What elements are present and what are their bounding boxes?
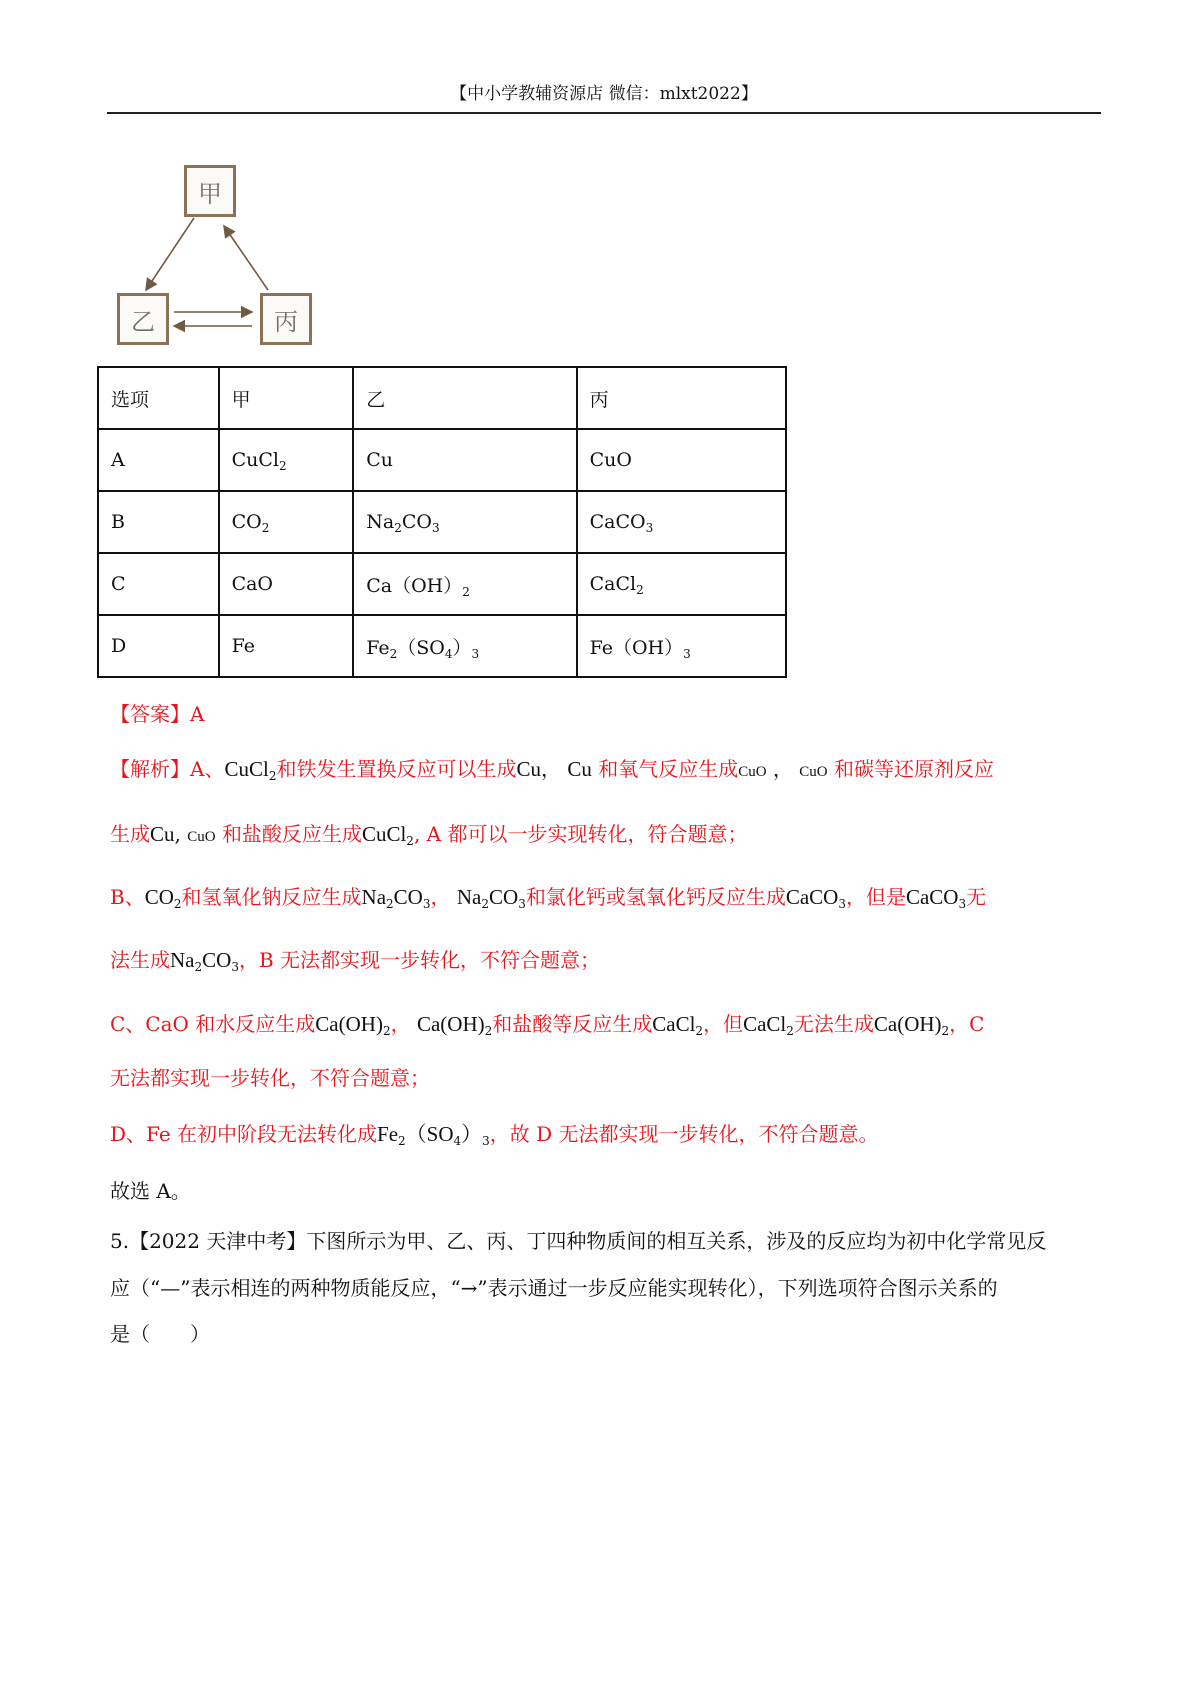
yi-cell: $Fe_2(SO_4)_3$: [353, 615, 576, 677]
yi-cell: $Na_2CO_3$: [353, 491, 576, 553]
header-cell: 甲: [219, 367, 354, 429]
header-cell: 乙: [353, 367, 576, 429]
jia-cell: Fe: [219, 615, 354, 677]
option-cell: A: [98, 429, 219, 491]
answer-value: A: [190, 702, 205, 726]
analysis-line-7: D、Fe 在初中阶段无法转化成$Fe_2(SO_4)_3$，故 D 无法都实现一步转化，不符合题意。: [110, 1122, 879, 1148]
table-header-row: [98, 367, 786, 429]
box-yi: [117, 293, 169, 345]
analysis-line-1: 【解析】A、CuCl$_2$和铁发生置换反应可以生成Cu， Cu 和氧气反应生成CuO ， CuO 和碳等还原剂反应: [110, 757, 994, 783]
reaction-diagram: [112, 160, 342, 355]
conclusion-line: 故选 A。: [110, 1179, 191, 1203]
analysis-line-3: B、$CO_2$和氢氧化钠反应生成$Na_2CO_3$， $Na_2CO_3$和氯化钙或氢氧化钙反应生成CaCO$_3$，但是CaCO$_3$无: [110, 885, 987, 911]
answer-label: 【答案】: [110, 702, 190, 726]
option-cell: B: [98, 491, 219, 553]
table-row: [98, 553, 786, 615]
answer-line: [110, 698, 204, 727]
label-yi: 乙: [131, 307, 155, 336]
question-line-2: 应（“—”表示相连的两种物质能反应，“→”表示通过一步反应能实现转化），下列选项符合图示关系的: [110, 1276, 998, 1300]
yi-cell: $Ca(OH)_2$: [353, 553, 576, 615]
table-row: [98, 429, 786, 491]
bing-cell: $Fe(OH)_3$: [577, 615, 786, 677]
yi-cell: Cu: [353, 429, 576, 491]
analysis-label: 【解析】: [110, 757, 190, 781]
box-bing: [260, 293, 312, 345]
jia-cell: $CO_2$: [219, 491, 354, 553]
bing-cell: CaCO$_3$: [577, 491, 786, 553]
options-table: [97, 366, 787, 678]
analysis-line-5: C、CaO 和水反应生成$Ca(OH)_2$， $Ca(OH)_2$和盐酸等反应生成CaCl$_2$，但CaCl$_2$无法生成$Ca(OH)_2$，C: [110, 1012, 985, 1038]
option-cell: D: [98, 615, 219, 677]
header-text: 【中小学教辅资源店 微信：mlxt2022】: [450, 84, 758, 104]
label-bing: 丙: [274, 307, 298, 336]
question-line-1: 5.【2022 天津中考】下图所示为甲、乙、丙、丁四种物质间的相互关系，涉及的反应均为初中化学常见反: [110, 1229, 1047, 1253]
box-jia: [184, 165, 236, 217]
analysis-line-4: 法生成$Na_2CO_3$，B 无法都实现一步转化，不符合题意；: [110, 948, 601, 974]
question-line-3: 是（ ）: [110, 1322, 210, 1346]
table-row: [98, 491, 786, 553]
jia-cell: CaO: [219, 553, 354, 615]
analysis-line-2: 生成Cu, CuO 和盐酸反应生成CuCl$_2$, A 都可以一步实现转化，符合题意；: [110, 822, 748, 848]
table-row: [98, 615, 786, 677]
bing-cell: CaCl$_2$: [577, 553, 786, 615]
arrow-jia-to-yi: [146, 218, 194, 290]
analysis-line-6: 无法都实现一步转化，不符合题意；: [110, 1066, 430, 1090]
header-cell: 丙: [577, 367, 786, 429]
page-header: [107, 82, 1101, 114]
header-cell: 选项: [98, 367, 219, 429]
option-cell: C: [98, 553, 219, 615]
arrow-bing-to-jia: [224, 226, 268, 290]
jia-cell: CuCl$_2$: [219, 429, 354, 491]
bing-cell: CuO: [577, 429, 786, 491]
label-jia: 甲: [198, 179, 222, 208]
